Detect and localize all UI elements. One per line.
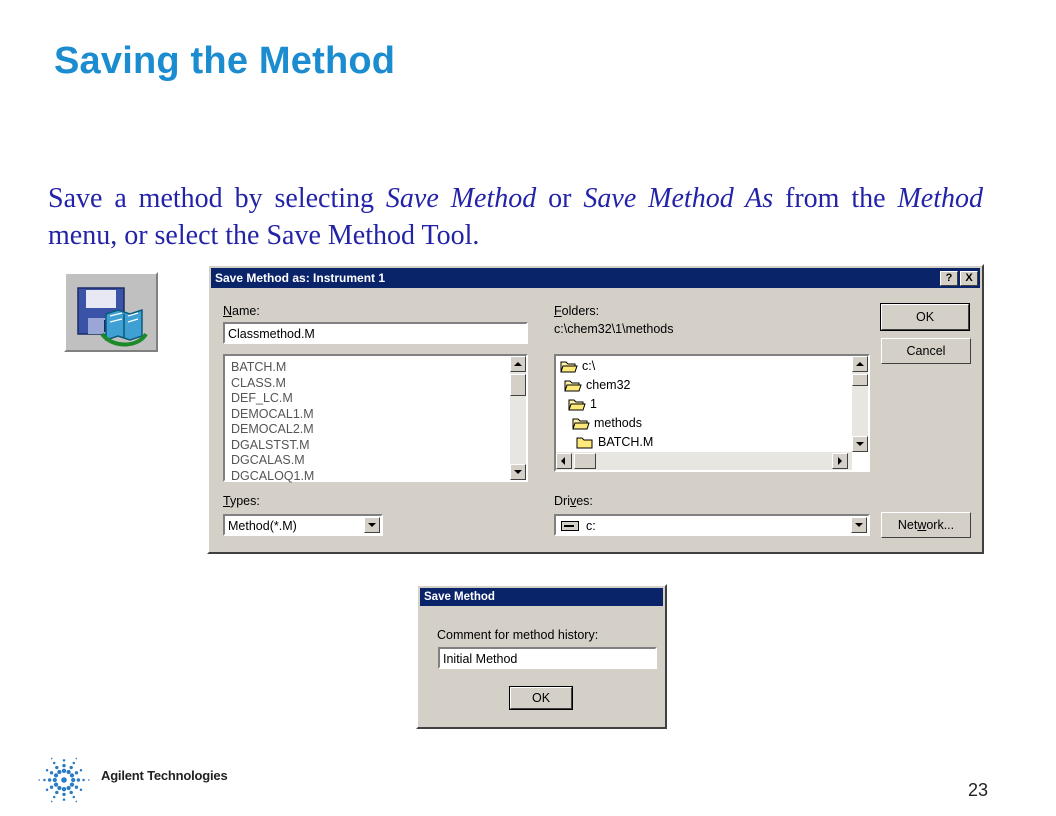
drives-label-text: Dri [554,494,570,508]
list-item[interactable]: DEF_LC.M [231,391,293,405]
folder-list-vscrollbar[interactable] [852,356,868,452]
logo-dot [48,778,51,781]
comment-input-value: Initial Method [443,652,518,666]
logo-dot [63,798,66,801]
file-list-scrollbar[interactable] [510,356,526,480]
open-folder-icon [572,417,590,431]
name-input-value: Classmethod.M [228,327,315,341]
drives-label [554,494,593,508]
scroll-left-button[interactable] [556,453,572,469]
logo-dot [43,779,46,782]
logo-dot [77,778,80,781]
help-button[interactable]: ? [940,271,958,286]
body-text-emphasis: Method [897,183,984,214]
types-select[interactable] [223,514,383,536]
logo-dot [73,796,76,799]
ok-button[interactable]: OK [881,304,969,330]
close-button[interactable]: X [960,271,978,286]
logo-dot [50,786,53,789]
dialog-title: Save Method [424,591,495,603]
scroll-up-button[interactable] [852,356,868,372]
folders-label-text: olders: [561,304,600,318]
logo-dot [54,773,58,777]
save-method-tool-button[interactable] [64,272,158,352]
types-label-accel: T [223,494,230,508]
folder-item[interactable] [572,414,642,432]
name-label-text: ame: [232,304,260,318]
current-path: c:\chem32\1\methods [554,322,674,336]
logo-dot [76,801,78,803]
list-item[interactable]: CLASS.M [231,375,286,390]
logo-dot [70,773,74,777]
folder-item[interactable] [568,395,597,413]
network-button[interactable] [881,512,971,538]
drives-label-text: es: [576,494,593,508]
save-method-as-dialog [207,264,984,554]
logo-dot [75,771,78,774]
chevron-down-icon [368,523,376,527]
logo-dot [82,779,85,782]
comment-label: Comment for method history: [437,628,599,642]
name-label-accel: N [223,304,233,318]
save-method-dialog [416,584,667,729]
arrow-down-icon [514,470,522,474]
arrow-left-icon [561,457,565,465]
body-text-part: or [536,183,584,214]
arrow-down-icon [856,442,864,446]
network-label-text: ork... [926,518,955,532]
folder-item-label: chem32 [586,378,631,392]
chevron-down-icon [855,523,863,527]
logo-dot [46,769,49,772]
logo-dot [51,801,53,803]
scroll-thumb[interactable] [852,374,868,386]
logo-dot [57,770,61,774]
drives-select-value: c: [586,519,596,533]
logo-dot [53,796,56,799]
slide-title: Saving the Method [54,40,396,82]
folder-list-hscrollbar[interactable] [556,452,852,470]
list-item[interactable]: BATCH.M [231,360,287,374]
body-text-part: menu, or select the Save Method Tool. [48,220,480,251]
comment-input[interactable] [438,647,657,669]
open-folder-icon [560,360,578,374]
types-label [223,494,260,508]
scroll-down-button[interactable] [510,464,526,480]
file-list[interactable] [223,354,528,482]
logo-dot [61,777,67,783]
logo-dot [46,789,49,792]
body-text-emphasis: Save Method As [583,183,774,214]
dialog-titlebar [420,588,663,606]
open-folder-icon [564,379,582,393]
dropdown-button[interactable] [364,517,380,533]
body-text-part: Save a method by selecting [48,183,386,214]
folder-item-label: methods [594,416,642,430]
logo-dot [66,786,70,790]
arrow-right-icon [838,457,842,465]
name-input[interactable] [223,322,528,344]
logo-dot [70,782,74,786]
logo-dot [80,769,83,772]
logo-dot [73,762,76,765]
scroll-down-button[interactable] [852,436,868,452]
logo-dot [62,793,65,796]
network-label-accel: w [917,518,927,532]
logo-dot [51,758,53,760]
logo-dot [62,769,66,773]
logo-dot [50,771,53,774]
arrow-up-icon [514,362,522,366]
logo-dot [57,786,61,790]
folder-item[interactable] [560,357,595,375]
list-item[interactable]: DEMOCAL1.M [231,406,314,421]
logo-dot [55,791,58,794]
logo-dot [71,778,75,782]
dropdown-button[interactable] [851,517,867,533]
list-item[interactable]: DEMOCAL2.M [231,422,314,436]
folder-item-label: BATCH.M [598,435,654,449]
logo-dot [88,779,90,781]
folder-item[interactable] [564,376,630,394]
logo-dot [80,789,83,792]
logo-dot [70,766,73,769]
logo-dot [62,787,66,791]
body-text-part: from the [773,183,898,214]
dialog-title: Save Method as: Instrument 1 [215,271,386,285]
list-item[interactable]: DGALSTST.M [231,437,310,452]
folders-label-accel: F [554,304,562,318]
logo-dot [75,786,78,789]
open-folder-icon [568,398,586,412]
dialog-titlebar [211,268,980,288]
logo-dot [38,779,40,781]
folders-label [554,304,599,318]
body-text-emphasis: Save Method [385,183,537,214]
folder-item[interactable] [576,433,653,451]
folder-icon [576,436,594,450]
logo-dot [53,762,56,765]
scroll-thumb[interactable] [510,374,526,396]
scroll-right-button[interactable] [832,453,848,469]
folder-item-label: 1 [590,397,597,411]
types-select-value: Method(*.M) [228,519,297,533]
drives-label-accel: v [569,494,577,508]
logo-dot [66,770,70,774]
scroll-thumb[interactable] [574,453,596,469]
types-label-text: ypes: [229,494,260,508]
folder-item-label: c:\ [582,359,596,373]
logo-dot [54,782,58,786]
list-item[interactable]: DGCALAS.M [231,453,305,467]
scroll-up-button[interactable] [510,356,526,372]
list-item[interactable]: DGCALOQ1.M [231,468,315,483]
drives-select[interactable] [554,514,870,536]
logo-dot [62,764,65,767]
logo-dot [55,766,58,769]
save-method-icon [66,274,156,350]
brand-name: Agilent Technologies [101,768,228,783]
cancel-button[interactable]: Cancel [881,338,971,364]
page-number: 23 [968,780,989,800]
logo-dot [70,791,73,794]
logo-dot [63,759,66,762]
arrow-up-icon [856,362,864,366]
logo-dot [76,758,78,760]
slide-body-text [48,180,983,254]
ok-button[interactable]: OK [510,687,572,709]
network-label-text: Net [897,518,918,532]
drive-icon [561,521,579,531]
agilent-spark-logo [36,752,92,808]
name-label [223,304,260,318]
logo-dot [53,778,57,782]
folder-list[interactable] [554,354,870,472]
